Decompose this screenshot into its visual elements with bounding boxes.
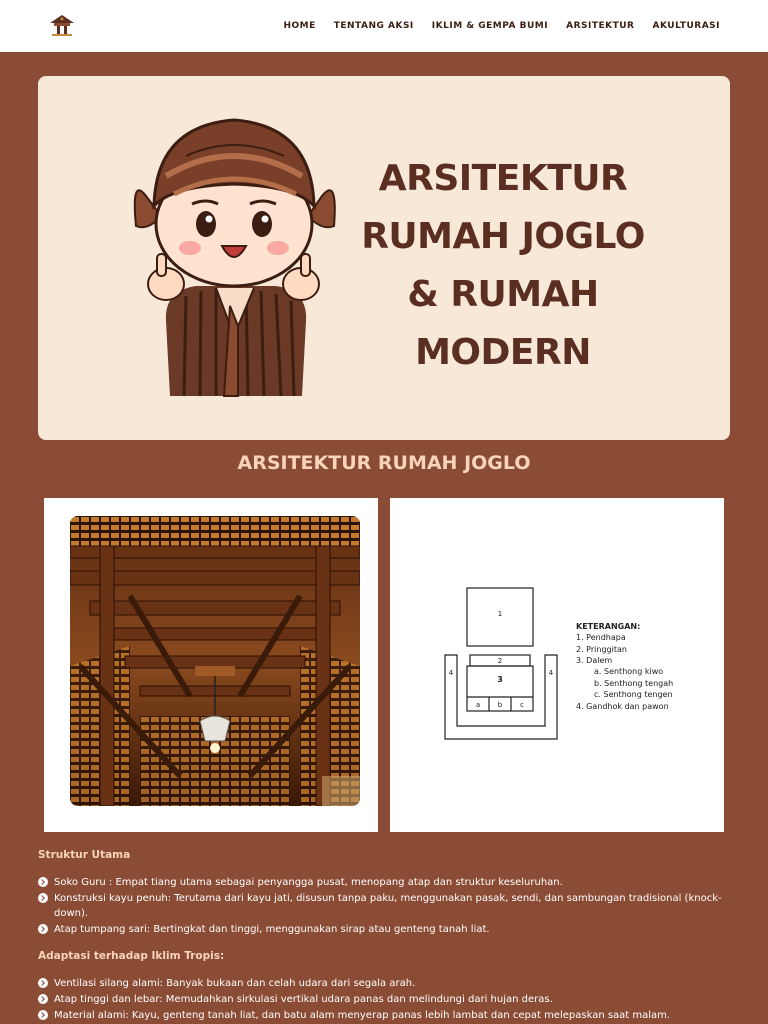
list-item: Soko Guru : Empat tiang utama sebagai penyangga pusat, menopang atap dan struktur keseluruhan. [38,875,728,890]
joglo-interior-photo[interactable] [70,516,360,806]
hero-banner [38,76,730,440]
javanese-boy-illustration [126,106,340,406]
joglo-floor-plan[interactable] [390,498,724,832]
hero-title-line-2: RUMAH JOGLO [361,216,645,257]
struktur-list [38,875,728,937]
nav-iklim-gempa-bumi[interactable]: IKLIM & GEMPA BUMI [431,21,549,31]
hero-title-line-1: ARSITEKTUR [378,158,628,199]
hero-title-line-3: & RUMAH [407,274,599,315]
main-nav [283,0,720,52]
check-circle-icon [38,877,48,887]
adaptasi-list [38,976,728,1023]
list-item: Ventilasi silang alami: Banyak bukaan dan celah udara dari segala arah. [38,976,728,991]
hero-title-line-4: MODERN [415,332,591,373]
joglo-floor-plan-card [390,498,724,832]
list-item: Atap tinggi dan lebar: Memudahkan sirkulasi vertikal udara panas dan melindungi dari hujan deras. [38,992,728,1007]
article-content [38,848,728,1024]
plan-label-b: b [497,701,503,709]
hero-title [338,150,668,382]
plan-label-2: 2 [497,657,503,665]
list-item: Material alami: Kayu, genteng tanah liat, dan batu alam menyerap panas lebih lambat dan cepat melepaskan saat malam. [38,1008,728,1023]
site-header [0,0,768,52]
plan-legend-item: a. Senthong kiwo [594,667,664,676]
check-circle-icon [38,978,48,988]
check-circle-icon [38,893,48,903]
plan-label-a: a [475,701,481,709]
plan-label-c: c [520,701,524,709]
plan-legend-item: 3. Dalem [576,656,613,665]
list-item: Konstruksi kayu penuh: Terutama dari kayu jati, disusun tanpa paku, menggunakan pasak, sendi, dan sambungan tradisional (knock-down). [38,891,728,921]
section-title: ARSITEKTUR RUMAH JOGLO [237,452,531,474]
plan-legend-item: b. Senthong tengah [594,679,674,688]
nav-tentang-aksi[interactable]: TENTANG AKSI [333,21,414,31]
joglo-logo-icon[interactable] [48,13,76,37]
plan-label-4-left: 4 [448,669,454,677]
plan-label-4-right: 4 [548,669,554,677]
plan-label-1: 1 [497,610,503,618]
check-circle-icon [38,1010,48,1020]
check-circle-icon [38,994,48,1004]
joglo-interior-card [44,498,378,832]
nav-arsitektur[interactable]: ARSITEKTUR [566,21,635,31]
plan-legend-item: 2. Pringgitan [576,645,627,654]
list-item: Atap tumpang sari: Bertingkat dan tinggi, menggunakan sirap atau genteng tanah liat. [38,922,728,937]
struktur-heading: Struktur Utama [38,849,131,861]
nav-akulturasi[interactable]: AKULTURASI [652,21,720,31]
plan-legend-item: 1. Pendhapa [576,633,626,642]
plan-legend-title: KETERANGAN: [576,622,641,631]
plan-legend-item: 4. Gandhok dan pawon [576,702,669,711]
nav-home[interactable]: HOME [283,21,316,31]
check-circle-icon [38,924,48,934]
plan-legend-item: c. Senthong tengen [594,690,673,699]
plan-label-3: 3 [497,675,503,684]
adaptasi-heading: Adaptasi terhadap Iklim Tropis: [38,950,225,962]
